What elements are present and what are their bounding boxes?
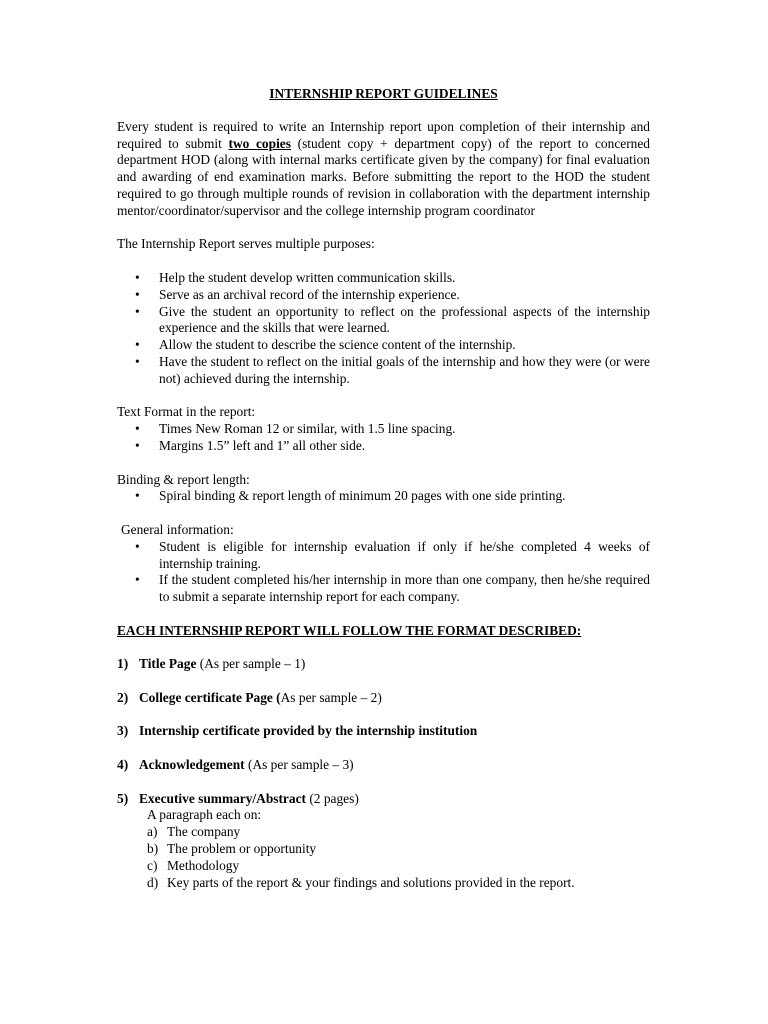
bullet-icon: • <box>135 269 140 285</box>
summary-list <box>117 824 650 891</box>
bullet-icon: • <box>135 488 140 504</box>
document-title: INTERNSHIP REPORT GUIDELINES <box>269 86 498 101</box>
intro-paragraph <box>117 119 650 220</box>
bullet-icon: • <box>135 286 140 302</box>
list-item: d) Key parts of the report & your findings and solutions provided in the report. <box>147 874 575 890</box>
purposes-list <box>117 270 650 388</box>
binding-list <box>117 488 650 505</box>
list-item: a) The company <box>147 824 241 840</box>
bullet-icon: • <box>135 353 140 369</box>
list-item: • Help the student develop written communication skills. <box>135 269 456 285</box>
bullet-icon: • <box>135 421 140 437</box>
format-heading: EACH INTERNSHIP REPORT WILL FOLLOW THE FORMAT DESCRIBED: <box>117 622 582 638</box>
list-item: • Give the student an opportunity to reflect on the professional aspects of the internship experience and the skills that were learned. <box>135 303 650 336</box>
format-item-executive-summary: 5) Executive summary/Abstract (2 pages) <box>117 790 359 806</box>
summary-intro: A paragraph each on: <box>147 807 262 823</box>
format-item-acknowledgement: 4) Acknowledgement (As per sample – 3) <box>117 757 354 773</box>
purposes-label: The Internship Report serves multiple purposes: <box>117 236 375 252</box>
list-item: • Serve as an archival record of the internship experience. <box>135 286 460 302</box>
list-item: • Spiral binding & report length of minimum 20 pages with one side printing. <box>135 488 566 504</box>
binding-label: Binding & report length: <box>117 471 250 487</box>
text-format-label: Text Format in the report: <box>117 404 256 420</box>
bullet-icon: • <box>135 337 140 353</box>
list-item: • Margins 1.5” left and 1” all other side. <box>135 437 366 453</box>
format-item-college-certificate: 2) College certificate Page (As per sample – 2) <box>117 689 382 705</box>
intro-text-2: (student copy + department copy) of the report to concerned department HOD (along with internal marks certificate given by the company) for final evaluation and awarding of end examination marks. Before submitting the report to the HOD the student required to go through multiple rounds of revision in collaboration with the department internship mentor/coordinator/supervisor and the college internship program coordinator <box>117 135 651 218</box>
intro-bold-copies: two copies <box>228 135 291 151</box>
list-item: b) The problem or opportunity <box>147 841 317 857</box>
list-item: c) Methodology <box>147 857 240 873</box>
list-item: • Student is eligible for internship evaluation if only if he/she completed 4 weeks of internship training. <box>135 538 650 571</box>
general-label: General information: <box>121 521 234 537</box>
document-content <box>117 86 650 891</box>
bullet-icon: • <box>135 572 140 588</box>
bullet-icon: • <box>135 437 140 453</box>
list-item: • Allow the student to describe the science content of the internship. <box>135 337 516 353</box>
format-item-internship-certificate: 3) Internship certificate provided by the internship institution <box>117 723 478 739</box>
format-item-title-page: 1) Title Page (As per sample – 1) <box>117 656 306 672</box>
bullet-icon: • <box>135 303 140 319</box>
text-format-list <box>117 421 650 455</box>
bullet-icon: • <box>135 538 140 554</box>
list-item: • Times New Roman 12 or similar, with 1.5 line spacing. <box>135 421 456 437</box>
general-list <box>117 539 650 606</box>
list-item: • Have the student to reflect on the initial goals of the internship and how they were (or were not) achieved during the internship. <box>135 353 650 386</box>
list-item: • If the student completed his/her internship in more than one company, then he/she required to submit a separate internship report for each company. <box>135 572 650 605</box>
intro-text-1: Every student is required to write an Internship report upon completion of their internship and required to submit <box>117 118 650 151</box>
